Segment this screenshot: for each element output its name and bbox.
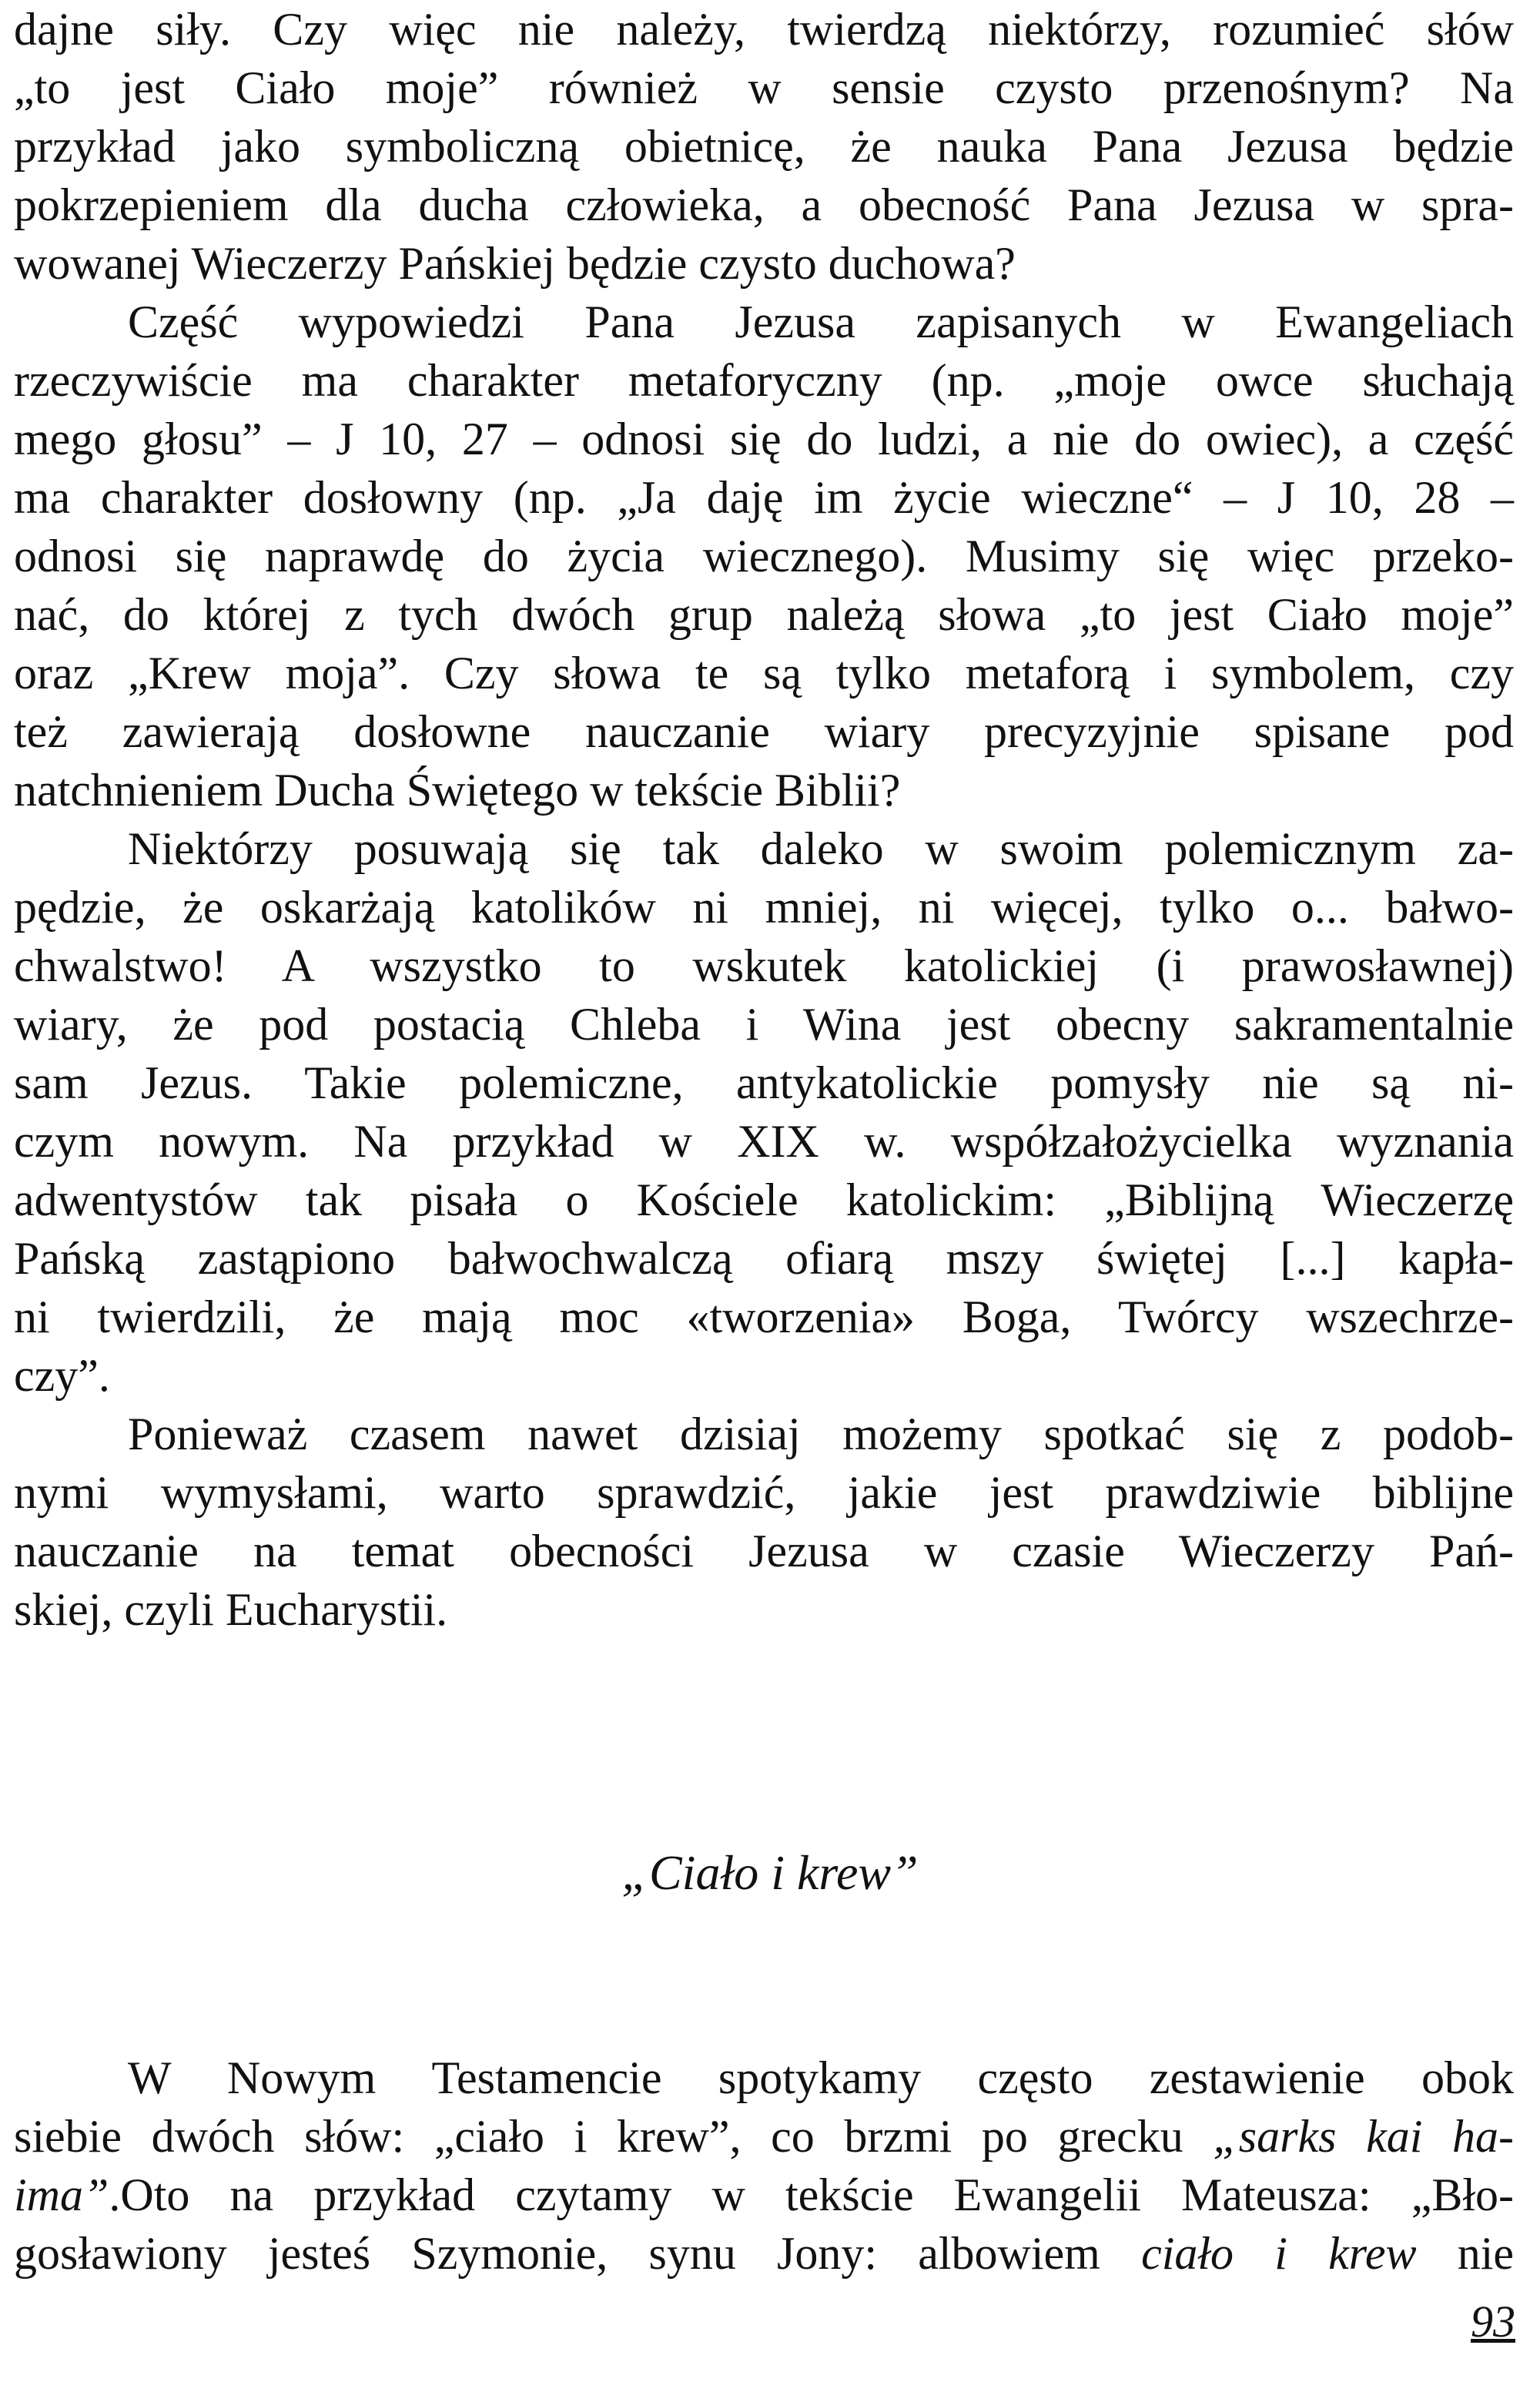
text-line: adwentystów tak pisała o Kościele katolickim: „Biblijną Wieczerzę [14,1174,1514,1225]
text-line [14,2224,1514,2283]
text-line: sam Jezus. Takie polemiczne, antykatolickie pomysły nie są ni- [14,1057,1514,1108]
text-line: ma charakter dosłowny (np. „Ja daję im życie wieczne“ – J 10, 28 – [14,472,1514,523]
paragraph-2 [14,293,1514,819]
text-line: Część wypowiedzi Pana Jezusa zapisanych w Ewangeliach [128,296,1514,347]
text-line: nauczanie na temat obecności Jezusa w czasie Wieczerzy Pań- [14,1526,1514,1576]
text-line: nać, do której z tych dwóch grup należą słowa „to jest Ciało moje” [14,589,1514,640]
text-line: też zawierają dosłowne nauczanie wiary precyzyjnie spisane pod [14,706,1514,757]
text-run: .Oto na przykład czytamy w tekście Ewangelii Mateusza: „Bło- [109,2169,1514,2220]
paragraph-5 [14,2049,1514,2283]
paragraph-4 [14,1405,1514,1639]
section-heading: „Ciało i krew” [621,1845,919,1900]
text-line: ni twierdzili, że mają moc «tworzenia» Boga, Twórcy wszechrze- [14,1292,1514,1342]
text-run: nie [1416,2228,1514,2279]
text-line: „to jest Ciało moje” również w sensie czysto przenośnym? Na [14,62,1514,113]
text-run: siebie dwóch słów: „ciało i krew”, co brzmi po grecku [14,2111,1214,2162]
greek-phrase: ima” [14,2169,109,2220]
text-line: wiary, że pod postacią Chleba i Wina jest obecny sakramentalnie [14,999,1514,1050]
text-line: chwalstwo! A wszystko to wskutek katolickiej (i prawosławnej) [14,940,1514,991]
text-line: czy”. [14,1350,110,1401]
text-line: odnosi się naprawdę do życia wiecznego). Musimy się więc przeko- [14,531,1514,581]
text-line: wowanej Wieczerzy Pańskiej będzie czysto duchowa? [14,238,1016,289]
text-line: pędzie, że oskarżają katolików ni mniej, ni więcej, tylko o... bałwo- [14,882,1514,933]
text-line: Niektórzy posuwają się tak daleko w swoim polemicznym za- [128,823,1514,874]
greek-phrase: „sarks kai ha- [1213,2111,1514,2162]
text-line: natchnieniem Ducha Świętego w tekście Biblii? [14,765,901,816]
emphasized-phrase: ciało i krew [1141,2228,1417,2279]
text-line: W Nowym Testamencie spotykamy często zestawienie obok [128,2052,1514,2103]
text-line: dajne siły. Czy więc nie należy, twierdzą niektórzy, rozumieć słów [14,4,1514,55]
text-line: skiej, czyli Eucharystii. [14,1584,448,1635]
text-line: Ponieważ czasem nawet dzisiaj możemy spotkać się z podob- [128,1409,1514,1459]
text-line: czym nowym. Na przykład w XIX w. współzałożycielka wyznania [14,1116,1514,1167]
text-line: Pańską zastąpiono bałwochwalczą ofiarą mszy świętej [...] kapła- [14,1233,1514,1284]
text-line: przykład jako symboliczną obietnicę, że nauka Pana Jezusa będzie [14,121,1514,172]
paragraph-1 [14,0,1514,293]
text-line [14,2107,1514,2166]
page-number: 93 [1471,2297,1515,2347]
text-line: pokrzepieniem dla ducha człowieka, a obecność Pana Jezusa w spra- [14,179,1514,230]
paragraph-3 [14,819,1514,1405]
text-run: gosławiony jesteś Szymonie, synu Jony: albowiem [14,2228,1142,2279]
text-line: nymi wymysłami, warto sprawdzić, jakie jest prawdziwie biblijne [14,1467,1514,1518]
text-line: mego głosu” – J 10, 27 – odnosi się do ludzi, a nie do owiec), a część [14,414,1514,464]
text-line: oraz „Krew moja”. Czy słowa te są tylko metaforą i symbolem, czy [14,648,1514,699]
text-line: rzeczywiście ma charakter metaforyczny (np. „moje owce słuchają [14,355,1514,406]
text-line [14,2166,1514,2224]
